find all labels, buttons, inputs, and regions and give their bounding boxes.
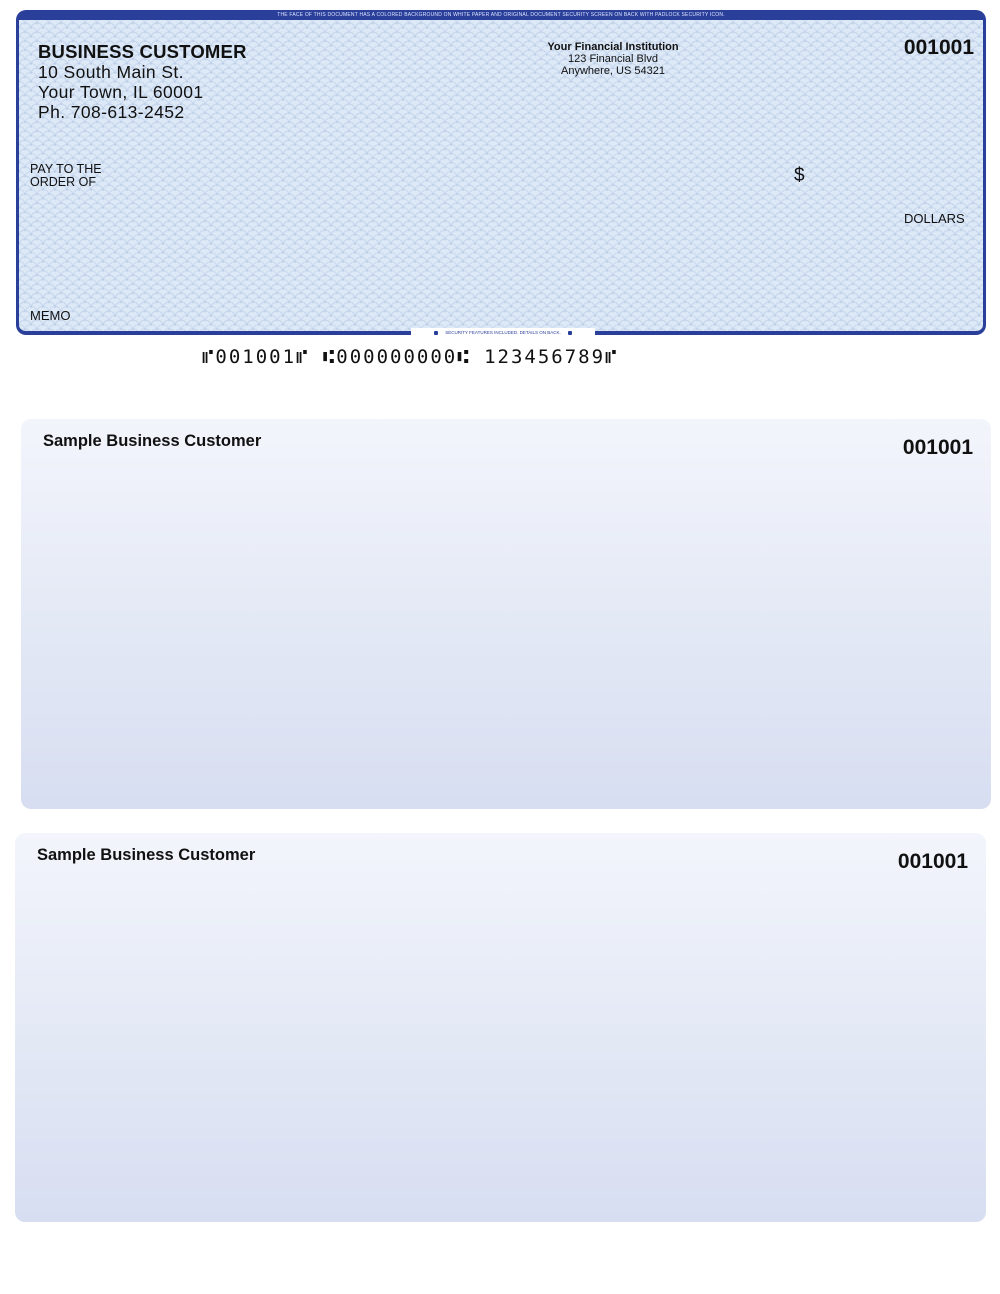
voucher-stub [21,419,991,809]
padlock-icon [434,331,438,335]
customer-address-line1: 10 South Main St. [38,62,184,82]
stub-check-number: 001001 [897,850,968,873]
padlock-icon [568,331,572,335]
customer-address-line2: Your Town, IL 60001 [38,82,204,102]
dollar-sign: $ [794,165,805,186]
pay-to-label: PAY TO THE ORDER OF [30,162,102,189]
bank-address-line1: 123 Financial Blvd [568,53,658,65]
security-warning-text: THE FACE OF THIS DOCUMENT HAS A COLORED BACKGROUND ON WHITE PAPER AND ORIGINAL DOCUMENT SECURITY SCREEN ON BACK WITH PADLOCK SECURITY ICON. [277,12,725,18]
check-number: 001001 [903,36,974,59]
customer-name: BUSINESS CUSTOMER [38,41,247,62]
stub-customer-name: Sample Business Customer [37,846,256,864]
bank-name: Your Financial Institution [547,41,679,53]
stub-customer-name: Sample Business Customer [43,432,262,450]
stub-check-number: 001001 [902,436,973,459]
memo-label: MEMO [30,308,71,323]
voucher-stub [15,833,986,1222]
security-features-text: SECURITY FEATURES INCLUDED. DETAILS ON BACK. [445,330,561,335]
bank-address-line2: Anywhere, US 54321 [561,65,665,77]
security-features-note [411,328,595,337]
dollars-label: DOLLARS [904,211,965,226]
customer-phone: Ph. 708-613-2452 [38,102,185,122]
check-face [16,10,986,335]
micr-line: ⑈001001⑈ ⑆000000000⑆ 123456789⑈ [202,346,619,368]
